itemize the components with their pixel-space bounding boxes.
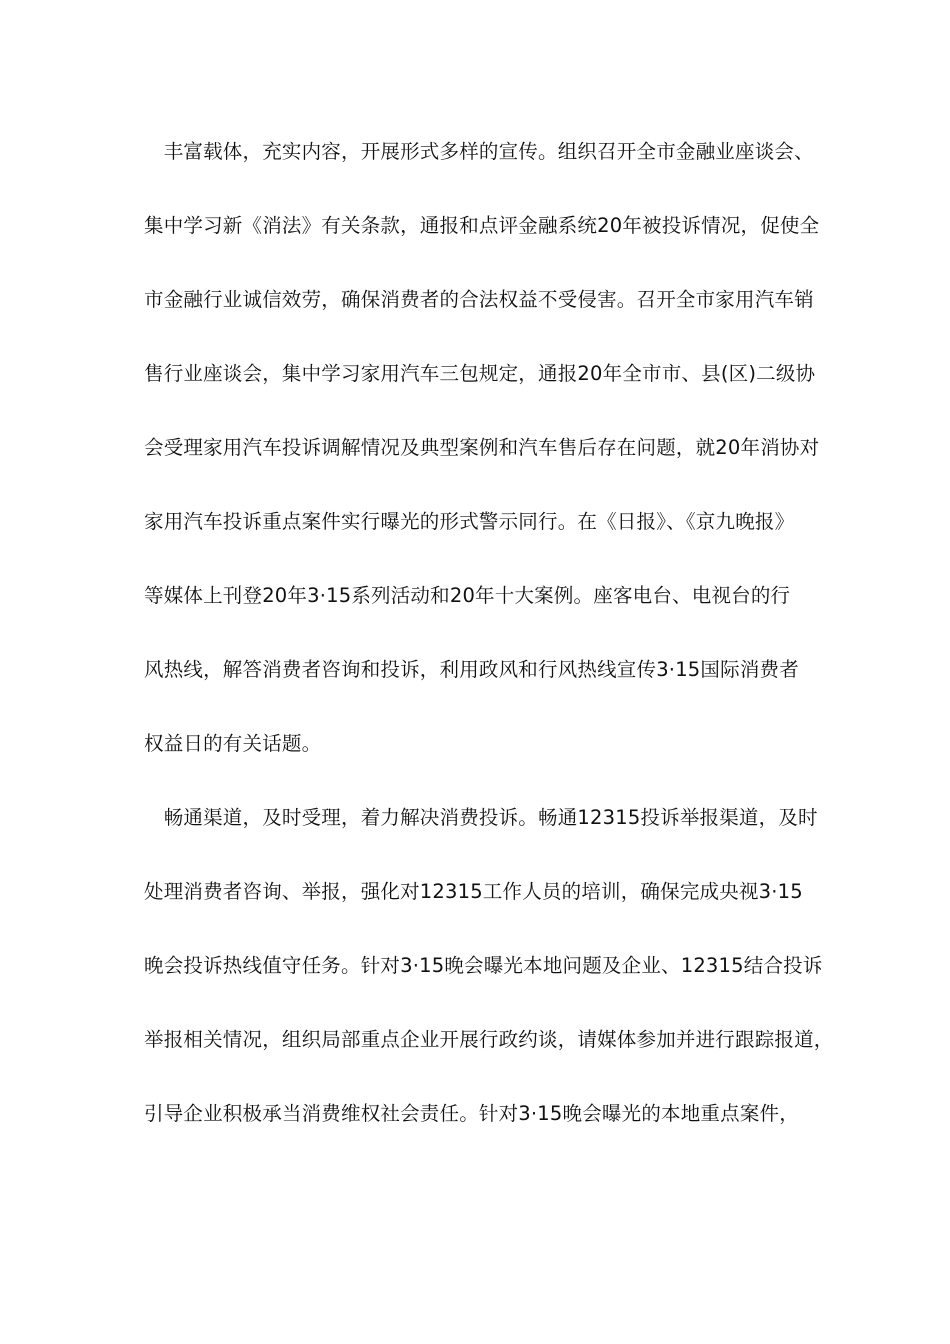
text-line: 会受理家用汽车投诉调解情况及典型案例和汽车售后存在问题，就20年消协对 xyxy=(144,436,820,459)
text-line: 风热线，解答消费者咨询和投诉，利用政风和行风热线宣传3·15国际消费者 xyxy=(144,658,799,681)
text-line: 丰富载体，充实内容，开展形式多样的宣传。组织召开全市金融业座谈会、 xyxy=(144,140,814,163)
text-line: 举报相关情况，组织局部重点企业开展行政约谈，请媒体参加并进行跟踪报道， xyxy=(144,1028,834,1051)
body-text xyxy=(144,130,834,1166)
text-line: 售行业座谈会，集中学习家用汽车三包规定，通报20年全市市、县(区)二级协 xyxy=(144,362,816,385)
text-line: 晚会投诉热线值守任务。针对3·15晚会曝光本地问题及企业、12315结合投诉 xyxy=(144,954,823,977)
text-line: 等媒体上刊登20年3·15系列活动和20年十大案例。座客电台、电视台的行 xyxy=(144,584,791,607)
text-line: 畅通渠道，及时受理，着力解决消费投诉。畅通12315投诉举报渠道，及时 xyxy=(144,806,818,829)
text-line: 引导企业积极承当消费维权社会责任。针对3·15晚会曝光的本地重点案件， xyxy=(144,1102,799,1125)
text-line: 家用汽车投诉重点案件实行曝光的形式警示同行。在《日报》、《京九晚报》 xyxy=(144,510,795,533)
text-line: 市金融行业诚信效劳，确保消费者的合法权益不受侵害。召开全市家用汽车销 xyxy=(144,288,814,311)
text-line: 权益日的有关话题。 xyxy=(144,732,322,755)
text-line: 处理消费者咨询、举报，强化对12315工作人员的培训，确保完成央视3·15 xyxy=(144,880,803,903)
text-line: 集中学习新《消法》有关条款，通报和点评金融系统20年被投诉情况，促使全 xyxy=(144,214,820,237)
